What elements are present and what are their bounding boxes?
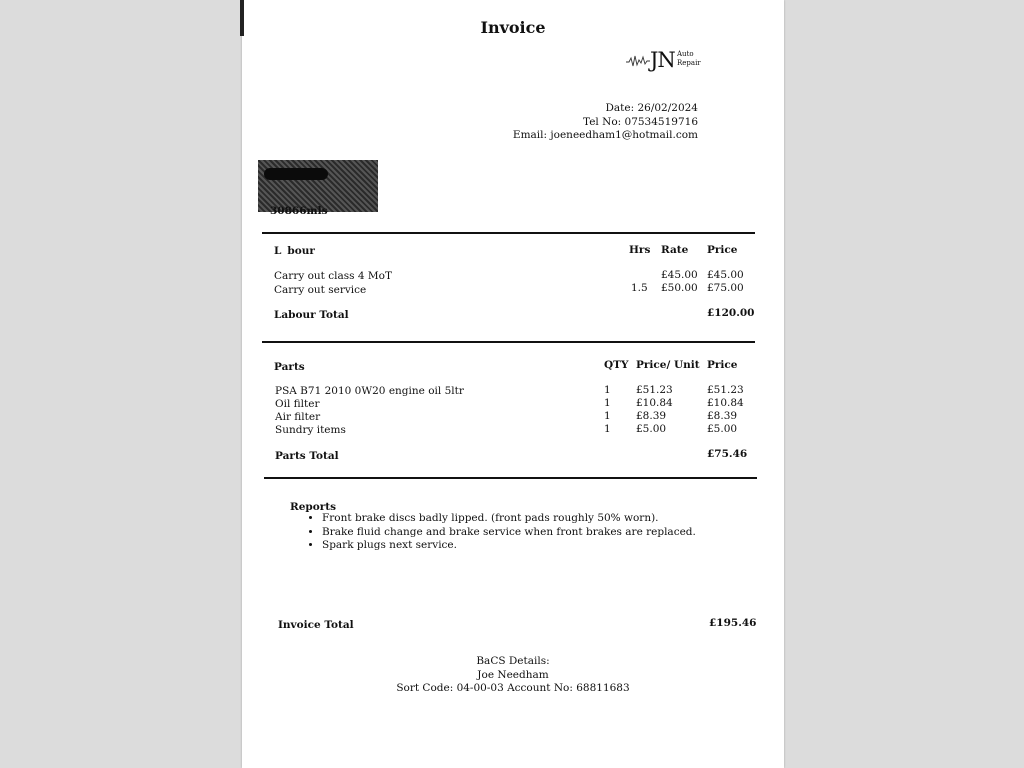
part-qty: 1 xyxy=(604,423,611,435)
jn-auto-repair-logo xyxy=(626,48,706,74)
part-qty: 1 xyxy=(604,397,611,409)
labour-price: £75.00 xyxy=(707,282,744,294)
part-unit: £8.39 xyxy=(636,410,667,422)
labour-desc: Carry out service xyxy=(274,284,367,296)
labour-total-label: Labour Total xyxy=(274,309,349,321)
parts-total-value: £75.46 xyxy=(707,448,748,460)
col-price-unit: Price/ Unit xyxy=(636,359,700,371)
logo-subtitle: Auto Repair xyxy=(677,50,701,67)
part-price: £51.23 xyxy=(707,384,744,396)
part-desc: Sundry items xyxy=(275,424,346,436)
list-item: • Spark plugs next service. xyxy=(322,539,696,553)
waveform-logo-icon xyxy=(626,54,650,68)
col-hrs: Hrs xyxy=(629,244,651,256)
contact-block xyxy=(513,102,698,143)
bacs-account: Sort Code: 04-00-03 Account No: 68811683 xyxy=(396,682,630,694)
part-desc: Air filter xyxy=(275,411,321,423)
labour-total-value: £120.00 xyxy=(707,307,755,319)
col-rate: Rate xyxy=(661,244,689,256)
invoice-page xyxy=(242,0,784,768)
col-price: Price xyxy=(707,359,738,371)
reports-list xyxy=(290,512,696,553)
logo-initials: JN xyxy=(650,48,675,72)
labour-hrs: 1.5 xyxy=(631,282,648,294)
bacs-details xyxy=(242,655,784,696)
col-qty: QTY xyxy=(604,359,629,371)
redaction-blob xyxy=(264,168,328,180)
labour-desc: Carry out class 4 MoT xyxy=(274,270,392,282)
labour-price: £45.00 xyxy=(707,269,744,281)
col-price: Price xyxy=(707,244,738,256)
bacs-name: Joe Needham xyxy=(477,668,549,681)
reports-heading: Reports xyxy=(290,501,337,513)
part-qty: 1 xyxy=(604,384,611,396)
vehicle-mileage: 30866mls xyxy=(270,205,328,217)
part-unit: £10.84 xyxy=(636,397,673,409)
list-item: • Front brake discs badly lipped. (front pads roughly 50% worn). xyxy=(322,512,696,526)
labour-rate: £45.00 xyxy=(661,269,698,281)
part-desc: Oil filter xyxy=(275,398,320,410)
list-item: • Brake fluid change and brake service when front brakes are replaced. xyxy=(322,526,696,540)
divider xyxy=(262,232,755,234)
part-unit: £51.23 xyxy=(636,384,673,396)
invoice-total-value: £195.46 xyxy=(709,617,757,629)
invoice-total-label: Invoice Total xyxy=(278,619,354,631)
part-price: £5.00 xyxy=(707,423,738,435)
invoice-title: Invoice xyxy=(480,18,546,37)
part-qty: 1 xyxy=(604,410,611,422)
telephone: Tel No: 07534519716 xyxy=(583,115,698,128)
invoice-date: Date: 26/02/2024 xyxy=(605,102,698,114)
email: Email: joeneedham1@hotmail.com xyxy=(512,129,698,141)
part-unit: £5.00 xyxy=(636,423,667,435)
part-price: £10.84 xyxy=(707,397,744,409)
divider xyxy=(262,341,755,343)
labour-rate: £50.00 xyxy=(661,282,698,294)
parts-total-label: Parts Total xyxy=(275,450,339,462)
part-desc: PSA B71 2010 0W20 engine oil 5ltr xyxy=(275,385,464,397)
divider xyxy=(264,477,757,479)
parts-heading: Parts xyxy=(274,361,305,373)
part-price: £8.39 xyxy=(707,410,738,422)
labour-heading: L bour xyxy=(274,245,315,257)
bacs-heading: BaCS Details: xyxy=(476,655,550,667)
